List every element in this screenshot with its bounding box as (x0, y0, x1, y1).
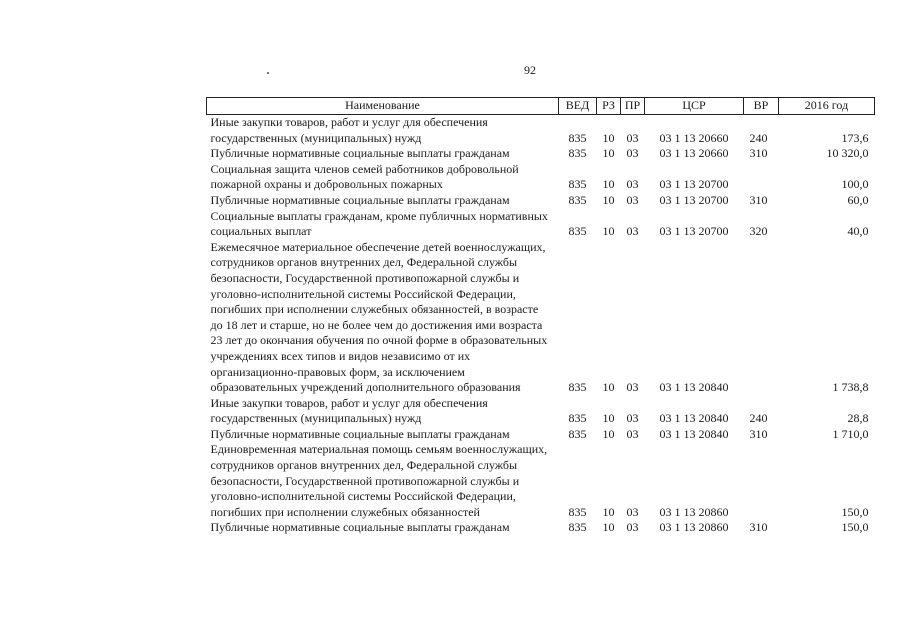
table-body (207, 115, 875, 537)
table-row (207, 240, 875, 396)
cell-vr: 310 (749, 192, 768, 207)
header-row (207, 98, 875, 115)
cell-pr: 03 (626, 520, 639, 535)
cell-year: 40,0 (847, 224, 869, 239)
cell-ved: 835 (568, 177, 587, 192)
cell-name: Публичные нормативные социальные выплаты гражданам (210, 520, 510, 535)
cell-ved: 835 (568, 192, 587, 207)
cell-csr: 03 1 13 20840 (659, 411, 729, 426)
cell-csr: 03 1 13 20700 (659, 192, 729, 207)
cell-pr: 03 (626, 192, 639, 207)
cell-csr: 03 1 13 20840 (659, 380, 729, 395)
cell-rz: 10 (602, 192, 615, 207)
cell-year: 28,8 (847, 411, 869, 426)
cell-name: Социальная защита членов семей работников добровольной пожарной охраны и добровольных пожарных (210, 161, 519, 192)
cell-name: Социальные выплаты гражданам, кроме публичных нормативных социальных выплат (210, 208, 548, 239)
cell-year: 1 738,8 (832, 380, 869, 395)
cell-name: Иные закупки товаров, работ и услуг для обеспечения государственных (муниципальных) нужд (210, 395, 488, 426)
cell-pr: 03 (626, 380, 639, 395)
table-row (207, 193, 875, 209)
budget-table (206, 97, 875, 536)
table-row (207, 146, 875, 162)
cell-pr: 03 (626, 426, 639, 441)
cell-ved: 835 (568, 504, 587, 519)
header-rz: РЗ (597, 98, 621, 115)
cell-vr: 240 (749, 411, 768, 426)
cell-rz: 10 (602, 146, 615, 161)
cell-vr (744, 240, 779, 396)
cell-pr: 03 (626, 411, 639, 426)
table-row (207, 427, 875, 443)
cell-ved: 835 (568, 520, 587, 535)
cell-rz: 10 (602, 520, 615, 535)
cell-year: 60,0 (847, 192, 869, 207)
cell-pr: 03 (626, 130, 639, 145)
cell-year: 150,0 (841, 504, 869, 519)
cell-vr: 310 (749, 146, 768, 161)
cell-vr: 310 (749, 520, 768, 535)
cell-csr: 03 1 13 20660 (659, 130, 729, 145)
header-year: 2016 год (779, 98, 875, 115)
cell-name: Единовременная материальная помощь семьям военнослужащих, сотрудников органов внутренних дел, Федеральной службы безопасности, Государственной противопожарной службы и уголовно-исполнительной системы Российской Федерации, погибших при исполнении служебных обязанностей (210, 442, 548, 519)
table-row (207, 115, 875, 147)
cell-csr: 03 1 13 20860 (659, 520, 729, 535)
cell-csr: 03 1 13 20840 (659, 426, 729, 441)
cell-csr: 03 1 13 20700 (659, 177, 729, 192)
cell-name: Публичные нормативные социальные выплаты гражданам (210, 146, 510, 161)
cell-csr: 03 1 13 20660 (659, 146, 729, 161)
cell-rz: 10 (602, 380, 615, 395)
cell-name: Публичные нормативные социальные выплаты гражданам (210, 192, 510, 207)
cell-csr: 03 1 13 20700 (659, 224, 729, 239)
table-row (207, 396, 875, 427)
cell-name: Публичные нормативные социальные выплаты гражданам (210, 426, 510, 441)
cell-ved: 835 (568, 426, 587, 441)
cell-year: 150,0 (841, 520, 869, 535)
cell-rz: 10 (602, 411, 615, 426)
cell-name: Ежемесячное материальное обеспечение детей военнослужащих, сотрудников органов внутренних дел, Федеральной службы безопасности, Государственной противопожарной службы и уголовно-исполнительной системы Российской Федерации, погибших при исполнении служебных обязанностей, в возрасте до 18 лет и старше, но не более чем до достижения ими возраста 23 лет до окончания обучения по очной форме в образовательных учреждениях всех типов и видов независимо от их организационно-правовых форм, за исключением образовательных учреждений дополнительного образования (210, 239, 548, 395)
cell-year: 10 320,0 (826, 146, 869, 161)
cell-ved: 835 (568, 130, 587, 145)
header-pr: ПР (621, 98, 645, 115)
cell-rz: 10 (602, 504, 615, 519)
cell-rz: 10 (602, 130, 615, 145)
header-ved: ВЕД (559, 98, 597, 115)
header-name: Наименование (207, 98, 559, 115)
cell-rz: 10 (602, 224, 615, 239)
header-vr: ВР (744, 98, 779, 115)
cell-ved: 835 (568, 224, 587, 239)
header-csr: ЦСР (645, 98, 744, 115)
table-header (207, 98, 875, 115)
cell-pr: 03 (626, 146, 639, 161)
cell-pr: 03 (626, 504, 639, 519)
table-row (207, 520, 875, 536)
cell-vr (744, 442, 779, 520)
cell-vr: 240 (749, 130, 768, 145)
cell-year: 173,6 (841, 130, 869, 145)
cell-ved: 835 (568, 380, 587, 395)
cell-name: Иные закупки товаров, работ и услуг для обеспечения государственных (муниципальных) нужд (210, 115, 488, 145)
cell-csr: 03 1 13 20860 (659, 504, 729, 519)
cell-year: 100,0 (841, 177, 869, 192)
page-number: 92 (524, 63, 536, 77)
table-row (207, 162, 875, 193)
cell-ved: 835 (568, 146, 587, 161)
cell-rz: 10 (602, 426, 615, 441)
cell-pr: 03 (626, 224, 639, 239)
cell-year: 1 710,0 (832, 426, 869, 441)
cell-ved: 835 (568, 411, 587, 426)
cell-vr (744, 162, 779, 193)
table-row (207, 209, 875, 240)
cell-rz: 10 (602, 177, 615, 192)
scan-speck (267, 72, 269, 74)
cell-vr: 320 (749, 224, 768, 239)
cell-pr: 03 (626, 177, 639, 192)
cell-vr: 310 (749, 426, 768, 441)
table-row (207, 442, 875, 520)
